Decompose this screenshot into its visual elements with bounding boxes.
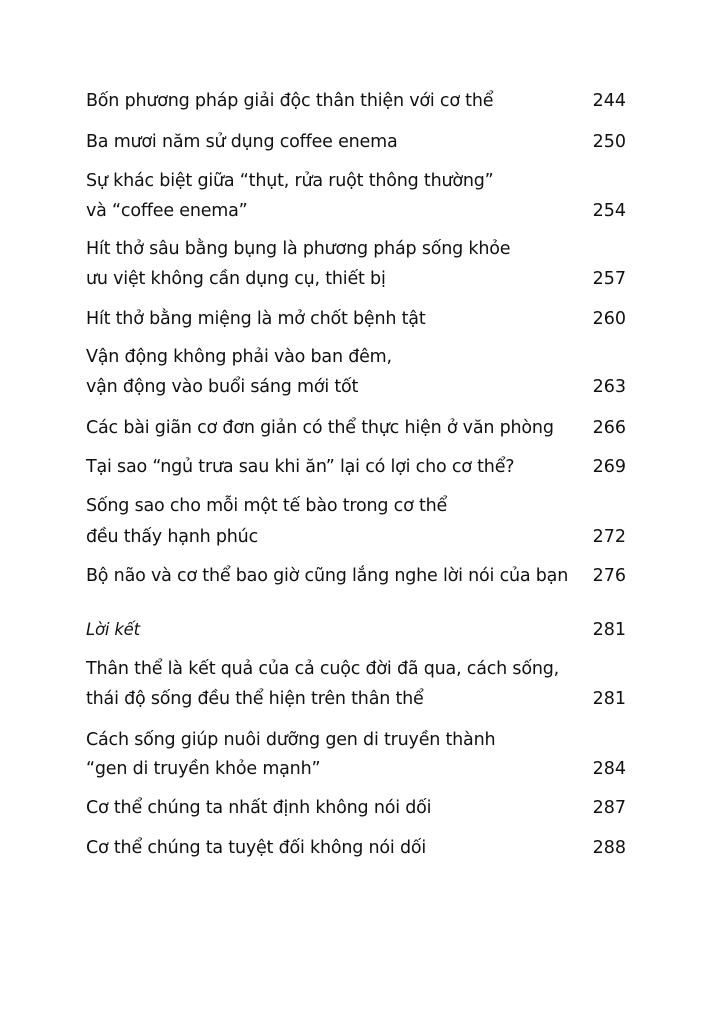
toc-entry-page: 250 xyxy=(592,132,626,152)
toc-entry-page: 288 xyxy=(592,838,626,858)
toc-entry[interactable] xyxy=(86,166,626,226)
section-heading-title: Lời kết xyxy=(86,620,140,639)
toc-entry-title: Cơ thể chúng ta tuyệt đối không nói dối xyxy=(86,838,427,858)
toc-entry[interactable] xyxy=(86,491,626,551)
toc-entry-page: 263 xyxy=(592,377,626,397)
toc-entry[interactable] xyxy=(86,793,626,823)
toc-section-heading[interactable] xyxy=(86,615,626,645)
toc-entry[interactable] xyxy=(86,654,626,714)
toc-entry-title: Thân thể là kết quả của cả cuộc đời đã qua, cách sống, xyxy=(86,659,560,679)
toc-entry-title-continued: ưu việt không cần dụng cụ, thiết bị xyxy=(86,269,386,289)
toc-entry-title: Bốn phương pháp giải độc thân thiện với cơ thể xyxy=(86,91,494,111)
toc-entry-title-continued: vận động vào buổi sáng mới tốt xyxy=(86,377,359,397)
toc-entry-title: Cách sống giúp nuôi dưỡng gen di truyền thành xyxy=(86,730,496,750)
toc-entry[interactable] xyxy=(86,304,626,334)
toc-entry-title: Sự khác biệt giữa “thụt, rửa ruột thông thường” xyxy=(86,171,494,191)
toc-entry-title: Hít thở bằng miệng là mở chốt bệnh tật xyxy=(86,309,426,329)
toc-entry-title-continued: và “coffee enema” xyxy=(86,201,248,221)
toc-entry-title: Ba mươi năm sử dụng coffee enema xyxy=(86,132,398,152)
toc-entry[interactable] xyxy=(86,342,626,402)
toc-entry-title: Các bài giãn cơ đơn giản có thể thực hiện ở văn phòng xyxy=(86,418,554,438)
toc-entry-page: 266 xyxy=(592,418,626,438)
toc-entry-page: 281 xyxy=(592,689,626,709)
toc-entry[interactable] xyxy=(86,452,626,482)
toc-entry-title: Sống sao cho mỗi một tế bào trong cơ thể xyxy=(86,496,448,516)
toc-entry[interactable] xyxy=(86,234,626,294)
toc-entry-title: Bộ não và cơ thể bao giờ cũng lắng nghe lời nói của bạn xyxy=(86,566,569,586)
toc-entry-page: 260 xyxy=(592,309,626,329)
toc-entry-page: 272 xyxy=(592,527,626,547)
toc-entry-title: Hít thở sâu bằng bụng là phương pháp sống khỏe xyxy=(86,239,511,259)
toc-entry-title: Tại sao “ngủ trưa sau khi ăn” lại có lợi cho cơ thể? xyxy=(86,457,515,477)
toc-entry[interactable] xyxy=(86,413,626,443)
toc-entry-page: 269 xyxy=(592,457,626,477)
toc-entry-title: Cơ thể chúng ta nhất định không nói dối xyxy=(86,798,432,818)
toc-entry-page: 287 xyxy=(592,798,626,818)
toc-entry[interactable] xyxy=(86,127,626,157)
toc-entry[interactable] xyxy=(86,86,626,116)
toc-entry-page: 257 xyxy=(592,269,626,289)
toc-entry-title-continued: đều thấy hạnh phúc xyxy=(86,527,258,547)
toc-entry-page: 284 xyxy=(592,759,626,779)
toc-entry[interactable] xyxy=(86,833,626,863)
toc-entry-title-continued: “gen di truyền khỏe mạnh” xyxy=(86,759,321,779)
toc-entry-page: 276 xyxy=(592,566,626,586)
toc-entry-page: 281 xyxy=(592,620,626,640)
toc-entry[interactable] xyxy=(86,725,626,785)
toc-entry-page: 244 xyxy=(592,91,626,111)
toc-entry-page: 254 xyxy=(592,201,626,221)
toc-entry[interactable] xyxy=(86,561,626,591)
toc-entry-title-continued: thái độ sống đều thể hiện trên thân thể xyxy=(86,689,424,709)
toc-entry-title: Vận động không phải vào ban đêm, xyxy=(86,347,392,367)
